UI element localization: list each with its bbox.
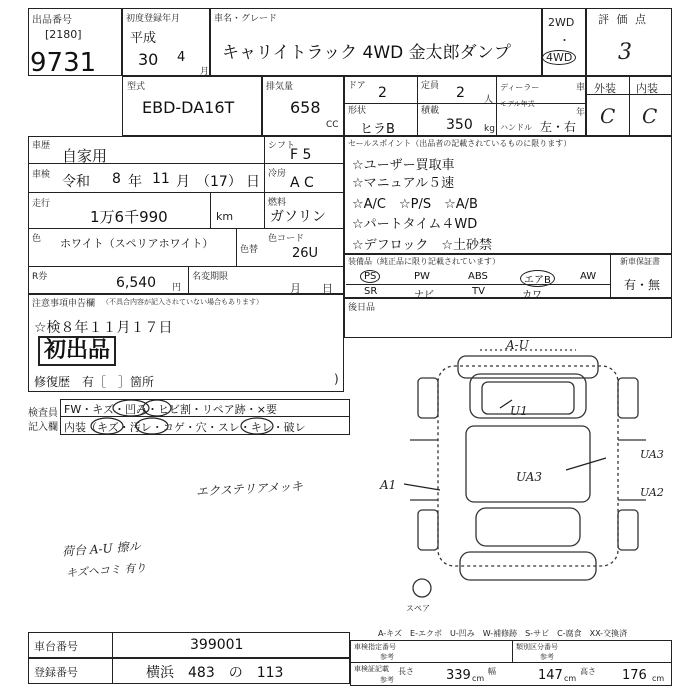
specs-h [350,662,672,663]
ac-value: A C [290,175,314,191]
info-v1 [264,136,265,228]
recycle-value: 6,540 [116,275,157,291]
spec-grid-vline1 [417,76,418,136]
spec-grid-hline [344,103,586,104]
car-label: 車名・グレード [214,14,278,24]
mark-line-ua3 [566,458,606,470]
load-unit: kg [484,124,495,134]
inspector-circles [60,399,350,435]
shape-label: 形状 [348,106,367,116]
insp-m-unit: 月 [176,174,190,190]
color-code: 26U [292,246,319,261]
plate-value: 横浜 483 の 113 [146,665,284,681]
inspector-row2: 内装（キズ・汚レ・コゲ・穴・スレ・キレ・破レ [64,421,306,434]
spec-hei: 176 [622,668,647,683]
lot-label: 出品番号 [32,15,72,26]
namechg-m: 月 [290,282,301,295]
equip-new-label: 新車保証書 [620,257,660,266]
equip-vline [610,254,611,298]
spec-l3b: 参考 [380,676,394,684]
fuel-label: 燃料 [268,198,287,208]
reg-year: 30 [138,50,159,69]
shift-label: シフト [268,141,296,151]
equip-new-value: 有・無 [624,278,661,292]
color-code-label: 色コード [268,234,305,244]
sales-item-1: ☆ユーザー買取車 [352,158,455,173]
handle-value: 左・右 [540,120,577,134]
sales-item-4: ☆パートタイム４WD [352,217,478,232]
equip-leather: カワ [522,290,542,301]
ext-value: C [600,104,616,128]
info-v2 [236,228,237,266]
mark-line-a1 [404,484,440,490]
diag-label-ua3-right: UA3 [640,448,664,461]
spec-hei-unit: cm [652,674,665,683]
inspector-label2: 記入欄 [28,422,58,433]
spec-l2b: 参考 [540,653,554,661]
spec-len: 339 [446,668,471,683]
modelyear-suffix: 年 [576,108,586,118]
spec-l3: 車検証記載 [354,665,389,673]
legend: A-キズ E-エクボ U-凹み W-補修跡 S-サビ C-腐食 XX-交換済 [378,629,628,638]
insp-y-unit: 年 [128,174,142,190]
namechg-label: 名変期限 [192,272,229,282]
insp-m: 11 [152,171,170,187]
handwriting-3: キズヘコミ 有り [65,561,147,580]
mileage-unit: km [216,210,234,223]
insp-era: 令和 [62,174,90,190]
circle-kizu-2 [91,418,123,434]
cap-label: 定員 [421,81,440,91]
chassis-label: 車台番号 [34,640,78,653]
dealer-suffix: 車 [576,83,586,93]
equip-label: 装備品（純正品に限り記載されています） [348,257,500,266]
car-name: キャリイトラック 4WD 金太郎ダンプ [222,43,511,63]
insp-d: （17） [196,174,242,190]
equip-aw: AW [580,271,597,282]
disp-unit: CC [326,120,339,130]
spec-l1: 車検指定番号 [354,643,396,651]
mileage-unit-line [210,192,211,228]
ac-label: 冷房 [268,169,287,179]
equip-navi: ナビ [414,290,434,301]
disp-value: 658 [290,98,321,117]
notes-bracket: ) [334,372,339,386]
equip-abs: ABS [468,271,488,282]
chassis-value: 399001 [190,637,244,653]
insp-label: 車検 [32,170,51,180]
equip-h [346,284,610,285]
notes-line1: ☆検８年１１月１７日 [34,320,173,336]
notes-stamp: 初出品 [38,336,116,366]
drive-4wd: 4WD [542,50,576,65]
handwriting-2: 荷台 A-U 擦ル [61,539,141,559]
sales-item-5: ☆デフロック ☆土砂禁 [352,238,493,253]
sales-item-3: ☆A/C ☆P/S ☆A/B [352,197,478,212]
notes-sub: （不具合内容が記入されていない場合もあります） [102,298,263,306]
insp-d-unit: 日 [246,174,260,190]
color-swap-label: 色替 [240,245,259,255]
model-label: 型式 [127,82,146,92]
sales-label: セールスポイント（出品者の記載されているものに限ります） [348,139,572,148]
spec-wid-label: 幅 [488,667,496,676]
circle-hekomi-1 [143,400,171,416]
reg-era: 平成 [130,31,157,46]
color-label: 色 [32,234,42,244]
int-value: C [642,104,658,128]
diag-label-ua2-right: UA2 [640,486,664,499]
model-value: EBD-DA16T [142,98,235,117]
doors-label: ドア [348,81,366,91]
handle-label: ハンドル [500,123,532,132]
plate-label: 登録番号 [34,666,78,679]
cap-unit: 人 [484,95,494,105]
spec-hei-label: 高さ [580,667,596,676]
diag-label-a1: A1 [380,478,397,492]
info-h4 [28,266,344,267]
reg-month: 4 [177,50,186,65]
diag-spare: スペア [406,604,430,613]
dealer-label: ディーラー [500,83,540,92]
info-h2 [28,192,344,193]
inspector-label1: 検査員 [28,408,58,419]
load-label: 積載 [421,106,440,116]
equip-pw: PW [414,271,430,282]
spec-len-unit: cm [472,674,485,683]
grade-value: 3 [618,40,632,65]
inspector-row1: FW・キズ・凹み・ヒビ割・リペア跡・×要 [64,403,277,416]
cap-value: 2 [456,85,465,101]
recycle-unit: 円 [172,283,182,293]
equip-sr: SR [364,286,378,297]
doors-value: 2 [378,85,387,101]
drive-dot: ・ [559,34,570,47]
equip-ps: PS [360,270,380,283]
sales-item-2: ☆マニュアル５速 [352,176,455,191]
history-label: 車歴 [32,141,51,151]
spec-l2: 類別区分番号 [516,643,558,651]
modelyear-label: モデル年式 [500,100,535,108]
equip-tv: TV [472,286,485,297]
reg-month-unit: 月 [200,67,210,77]
diag-label-ua3-center: UA3 [516,470,543,484]
history-value: 自家用 [62,147,108,165]
diag-label-u1: U1 [510,404,528,418]
spec-len-label: 長さ [398,667,414,676]
color-value: ホワイト（スペリアホワイト） [60,237,214,250]
specs-v [512,640,513,662]
namechg-d: 日 [322,282,333,295]
diag-label-au: A-U [506,338,529,352]
reg-label: 初度登録年月 [126,14,181,24]
ext-label: 外装 [594,82,616,95]
notes-label: 注意事項申告欄 [32,299,96,309]
notes-repair: 修復歴 有［ ］箇所 [34,375,155,389]
insp-y: 8 [112,171,121,187]
info-v3 [188,266,189,294]
spec-wid-unit: cm [564,674,577,683]
spec-grid-vline2 [496,76,497,136]
spec-wid: 147 [538,668,563,683]
int-label: 内装 [636,82,658,95]
mileage-value: 1万6千990 [90,208,168,226]
load-value: 350 [446,117,473,133]
circle-yogore [136,418,168,434]
shape-value: ヒラB [360,122,395,137]
lot-number: 9731 [30,48,97,78]
lot-sub: [2180] [45,28,82,41]
mileage-label: 走行 [32,199,51,209]
spec-l1b: 参考 [380,653,394,661]
handwriting-1: エクステリアメッキ [195,479,304,499]
info-h3 [28,228,344,229]
recycle-label: R券 [32,272,48,282]
grade-label: 評 価 点 [598,13,648,26]
rear-label: 後日品 [348,303,376,313]
equip-airbag: エアB [520,270,555,287]
drive-2wd: 2WD [548,16,575,29]
extint-vline [629,76,630,136]
shift-value: F 5 [290,147,312,163]
circle-sure [241,418,273,434]
fuel-value: ガソリン [270,209,326,225]
disp-label: 排気量 [266,82,294,92]
